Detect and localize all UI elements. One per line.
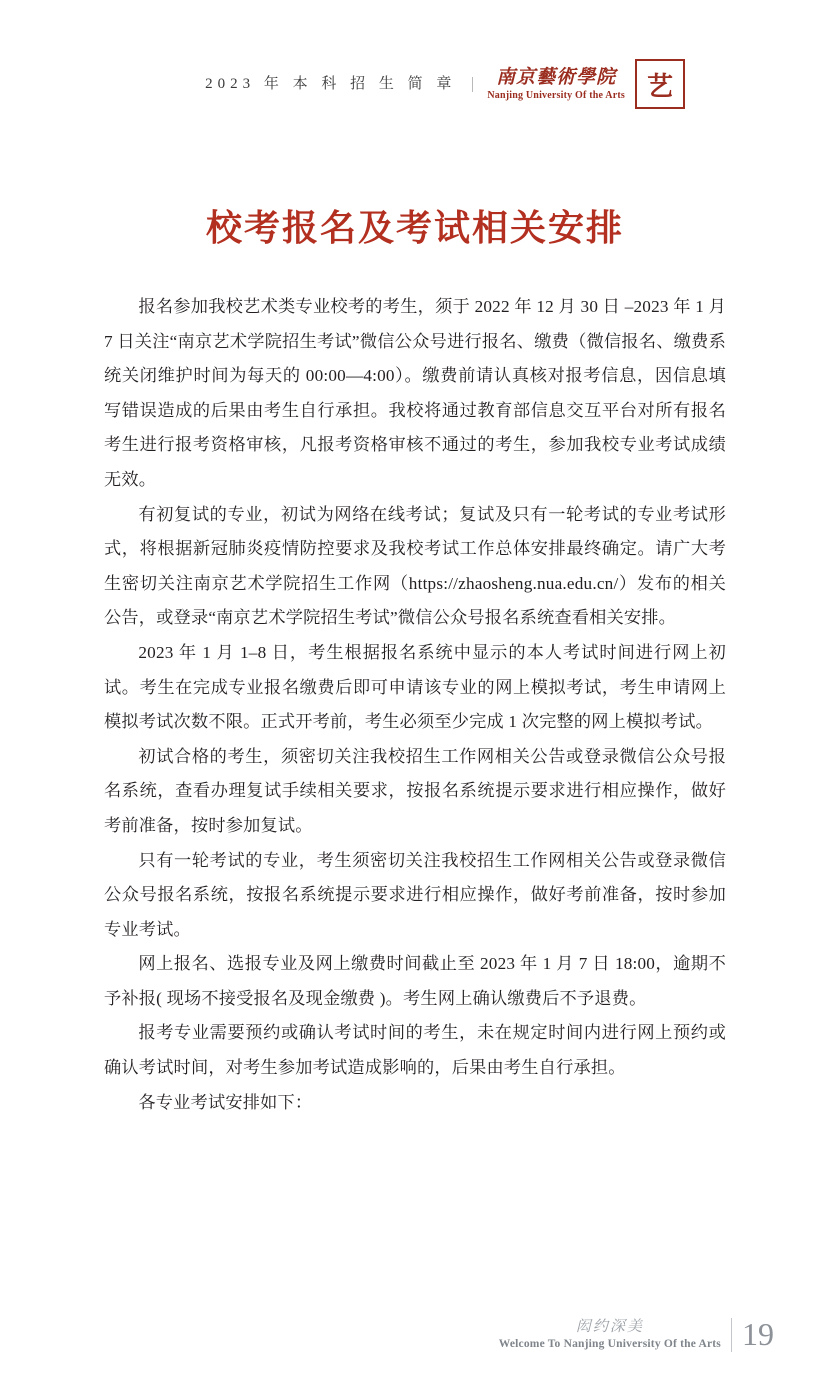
paragraph-7: 报考专业需要预约或确认考试时间的考生，未在规定时间内进行网上预约或确认考试时间，对考生参加考试造成影响的，后果由考生自行承担。 bbox=[104, 1023, 726, 1078]
footer-slogan bbox=[499, 1318, 721, 1352]
header-inner bbox=[145, 59, 685, 109]
document-body bbox=[104, 290, 726, 1120]
brand-name-cn: 南京藝術學院 bbox=[496, 66, 617, 88]
brand-text bbox=[487, 66, 625, 102]
paragraph-6: 网上报名、选报专业及网上缴费时间截止至 2023 年 1 月 7 日 18:00，逾期不予补报( 现场不接受报名及现金缴费 )。考生网上确认缴费后不予退费。 bbox=[104, 954, 726, 1008]
page-footer bbox=[499, 1318, 774, 1352]
page-number: 19 bbox=[731, 1318, 774, 1352]
header-title: 2023 年 本 科 招 生 简 章 bbox=[205, 77, 473, 92]
paragraph-4: 初试合格的考生，须密切关注我校招生工作网相关公告或登录微信公众号报名系统，查看办理复试手续相关要求，按报名系统提示要求进行相应操作，做好考前准备，按时参加复试。 bbox=[104, 746, 726, 835]
paragraph-5: 只有一轮考试的专业，考生须密切关注我校招生工作网相关公告或登录微信公众号报名系统，按报名系统提示要求进行相应操作，做好考前准备，按时参加专业考试。 bbox=[104, 850, 726, 939]
paragraph-3: 2023 年 1 月 1–8 日，考生根据报名系统中显示的本人考试时间进行网上初试。考生在完成专业报名缴费后即可申请该专业的网上模拟考试，考生申请网上模拟考试次数不限。正式开考前，考生必须至少完成 1 次完整的网上模拟考试。 bbox=[104, 642, 726, 732]
footer-slogan-cn: 闳约深美 bbox=[575, 1318, 644, 1335]
seal-icon: 艺 bbox=[635, 59, 685, 109]
page-header bbox=[0, 48, 830, 120]
footer-slogan-en: Welcome To Nanjing University Of the Arts bbox=[498, 1338, 721, 1351]
brand-name-en: Nanjing University Of the Arts bbox=[487, 89, 625, 101]
paragraph-2: 有初复试的专业，初试为网络在线考试；复试及只有一轮考试的专业考试形式，将根据新冠肺炎疫情防控要求及我校考试工作总体安排最终确定。请广大考生密切关注南京艺术学院招生工作网（https://zhaosheng.nua.edu.cn/）发布的相关公告，或登录“南京艺术学院招生考试”微信公众号报名系统查看相关安排。 bbox=[104, 504, 726, 628]
university-logo bbox=[473, 59, 685, 109]
paragraph-8: 各专业考试安排如下： bbox=[138, 1092, 313, 1112]
paragraph-1: 报名参加我校艺术类专业校考的考生，须于 2022 年 12 月 30 日 –2023 年 1 月 7 日关注“南京艺术学院招生考试”微信公众号进行报名、缴费（微信报名、缴费系统关闭维护时间为每天的 00:00—4:00）。缴费前请认真核对报考信息，因信息填写错误造成的后果由考生自行承担。我校将通过教育部信息交互平台对所有报名考生进行报考资格审核，凡报考资格审核不通过的考生，参加我校专业考试成绩无效。 bbox=[104, 297, 726, 489]
page-title: 校考报名及考试相关安排 bbox=[205, 208, 624, 249]
